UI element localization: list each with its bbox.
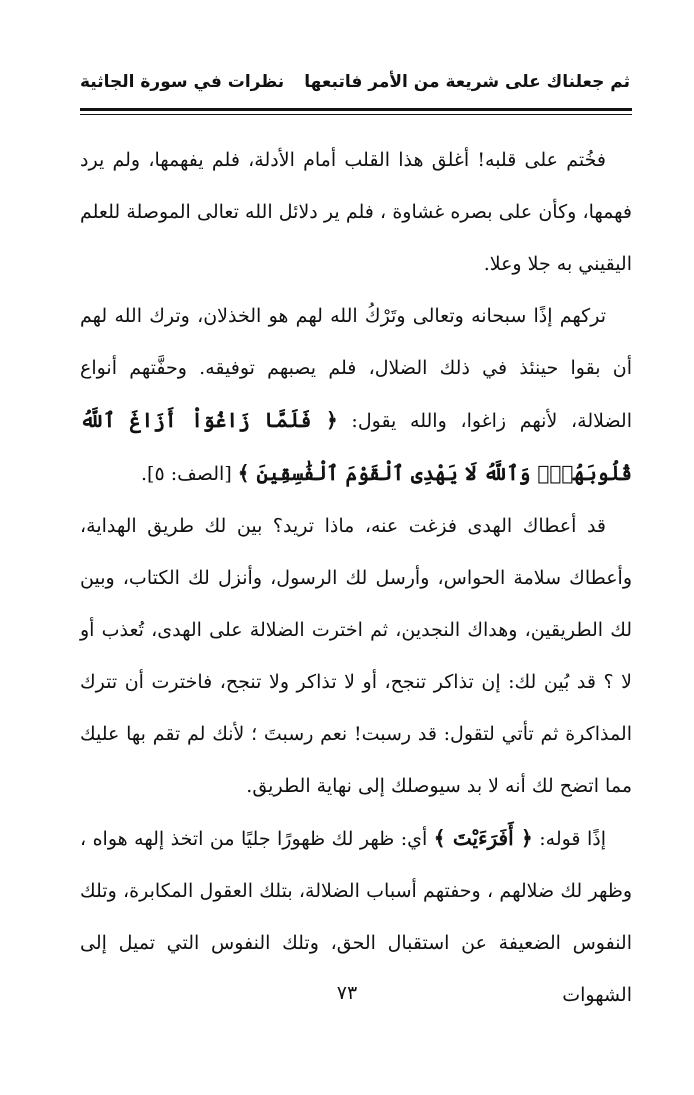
paragraph-3 bbox=[80, 500, 632, 812]
paragraph-text: أي: ظهر لك ظهورًا جليًا من اتخذ إلهه هواه ، وظهر لك ضلالهم ، وحفتهم أسباب الضلالة، بتلك العقول المكابرة، وتلك النفوس الضعيفة عن استقبال الحق، وتلك النفوس التي تميل إلى الشهوات bbox=[80, 828, 632, 1006]
paragraph-1 bbox=[80, 134, 632, 290]
paragraph-text: إذًا قوله: bbox=[532, 828, 606, 850]
quran-verse: ﴿ فَلَمَّا زَاغُوٓاْ أَزَاغَ ٱللَّهُ قُلُوبَهُمْۚ وَٱللَّهُ لَا يَهْدِى ٱلْقَوْمَ ٱلْفَٰسِقِينَ ﴾ bbox=[80, 408, 632, 485]
quran-verse: ﴿ أَفَرَءَيْتَ ﴾ bbox=[433, 826, 533, 850]
verse-citation: [الصف: ٥]. bbox=[141, 463, 238, 485]
paragraph-2 bbox=[80, 290, 632, 500]
page-number: ٧٣ bbox=[336, 982, 358, 1004]
chapter-title: ثم جعلناك على شريعة من الأمر فاتبعها bbox=[304, 72, 630, 92]
body-text bbox=[80, 134, 632, 1021]
paragraph-text: قد أعطاك الهدى فزغت عنه، ماذا تريد؟ بين لك طريق الهداية، وأعطاك سلامة الحواس، وأرسل لك الرسول، وأنزل لك الكتاب، وبين لك الطريقين، وهداك النجدين، ثم اخترت الضلالة على الهدى، تُعذب أو لا ؟ قد بُين لك: إن تذاكر تنجح، أو لا تذاكر ولا تنجح، فاخترت أن تترك المذاكرة ثم تأتي لتقول: قد رسبت! نعم رسبتَ ؛ لأنك لم تقم بها عليك مما اتضح لك أنه لا بد سيوصلك إلى نهاية الطريق. bbox=[80, 515, 632, 797]
header-rule-thick bbox=[80, 108, 632, 111]
running-header bbox=[80, 72, 630, 102]
book-title: نظرات في سورة الجاثية bbox=[80, 72, 285, 92]
header-rule-thin bbox=[80, 114, 632, 115]
paragraph-text: فخُتم على قلبه! أغلق هذا القلب أمام الأدلة، فلم يفهمها، ولم يرد فهمها، وكأن على بصره غشاوة ، فلم ير دلائل الله تعالى الموصلة للعلم اليقيني به جلا وعلا. bbox=[80, 149, 632, 275]
paragraph-text: تركهم إذًا سبحانه وتعالى وتَرْكُ الله لهم هو الخذلان، وترك الله لهم أن بقوا حينئذ في ذلك الضلال، فلم يصبهم توفيقه. وحفَّتهم أنواع الضلالة، لأنهم زاغوا، والله يقول: bbox=[80, 305, 632, 432]
